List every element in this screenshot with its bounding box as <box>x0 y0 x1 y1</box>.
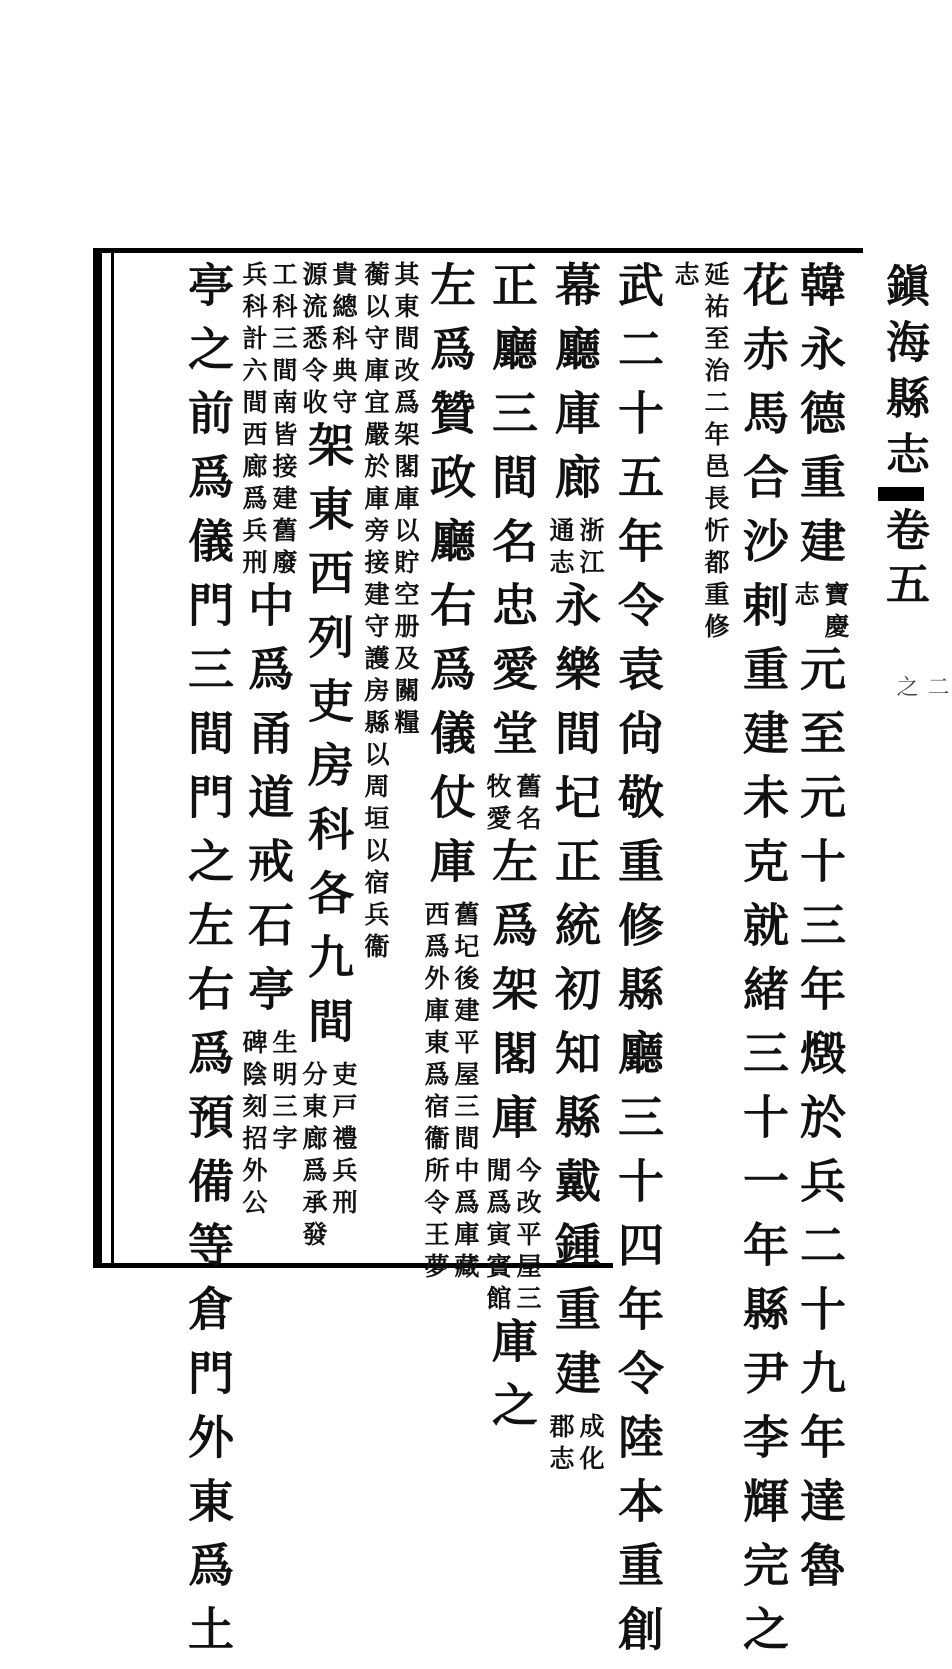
annotation-left: 閒爲寅賓館 <box>483 1157 512 1317</box>
annotation-left: 通志 <box>546 517 575 581</box>
annotation-left: 志 <box>671 261 700 293</box>
annotation-left: 碑陰刻招外公 <box>239 1029 268 1221</box>
annotation-right: 今改平屋三 <box>513 1157 542 1317</box>
annotation-right: 浙江 <box>576 517 605 581</box>
annotation-right: 吏戸禮兵刑 <box>329 1061 358 1221</box>
annotation-left: 郡志 <box>546 1413 575 1477</box>
frame-left-border <box>93 248 102 1268</box>
main-text-run: 武二十五年令袁尙敬重修縣廳三十四年令陸本重創 <box>611 261 665 1669</box>
text-column <box>360 255 420 1265</box>
text-column <box>545 255 605 1477</box>
text-column <box>790 255 850 1605</box>
main-text-run: 韓永德重建 <box>793 261 847 581</box>
annotation-left: 源流悉令收 <box>299 261 328 421</box>
text-column <box>608 255 668 1669</box>
main-text-run: 庫之 <box>485 1317 539 1445</box>
annotation-left: 分東廊爲承發 <box>299 1061 328 1253</box>
annotation-right: 工科三間南皆接建舊廢 <box>269 261 298 581</box>
text-column <box>482 255 542 1445</box>
text-column <box>238 255 298 1265</box>
main-text-run: 永樂間圮正統初知縣戴鍾重建 <box>548 581 602 1413</box>
annotation-left: 牧愛 <box>483 773 512 837</box>
text-column <box>298 255 358 1265</box>
main-text-run: 架東西列吏房科各九間 <box>301 421 355 1061</box>
main-text-run: 幕廳庫廊 <box>548 261 602 517</box>
fish-tail-mark <box>878 487 924 501</box>
main-text-run: 元至元十三年燬於兵二十九年達魯 <box>793 645 847 1605</box>
page-number-fragment: 二之 <box>893 675 949 697</box>
volume-label: 卷五 <box>878 507 929 615</box>
text-column <box>670 255 730 1265</box>
frame-left-inner-border <box>111 248 114 1268</box>
annotation-left: 志 <box>791 581 820 613</box>
annotation-left: 兵科計六間西廊爲兵刑 <box>239 261 268 581</box>
text-column <box>420 255 480 1285</box>
main-text-run: 亭之前爲儀門三間門之左右爲預備等倉門外東爲土 <box>181 261 235 1669</box>
annotation-right: 成化 <box>576 1413 605 1477</box>
text-column <box>733 255 793 1669</box>
annotation-left: 西爲外庫東爲宿衞所令王夢 <box>421 901 450 1285</box>
annotation-right: 生明三字 <box>269 1029 298 1157</box>
annotation-right: 寶慶 <box>821 581 850 645</box>
annotation-right: 其東間改爲架閣庫以貯空册及關糧 <box>391 261 420 741</box>
main-text-run: 左爲架閣庫 <box>485 837 539 1157</box>
annotation-left: 蘅以守庫宜嚴於庫旁接建守護房縣以周垣以宿兵衞 <box>361 261 390 965</box>
main-text-run: 左爲贊政廳右爲儀仗庫 <box>423 261 477 901</box>
annotation-right: 舊圮後建平屋三間中爲庫藏 <box>451 901 480 1285</box>
book-title: 鎭海縣志 <box>878 263 929 487</box>
annotation-right: 貴總科典守 <box>329 261 358 421</box>
main-text-run: 中爲甬道戒石亭 <box>241 581 295 1029</box>
text-column <box>178 255 238 1669</box>
main-text-run: 花赤馬合沙剌重建未克就緒三十一年縣尹李輝完之 <box>736 261 790 1669</box>
annotation-right: 舊名 <box>513 773 542 837</box>
header-column <box>878 255 949 715</box>
vertical-text-block <box>120 255 949 1669</box>
main-text-run: 正廳三間名忠愛堂 <box>485 261 539 773</box>
annotation-right: 延祐至治二年邑長忻都重修 <box>701 261 730 645</box>
frame-top-border <box>93 248 863 253</box>
